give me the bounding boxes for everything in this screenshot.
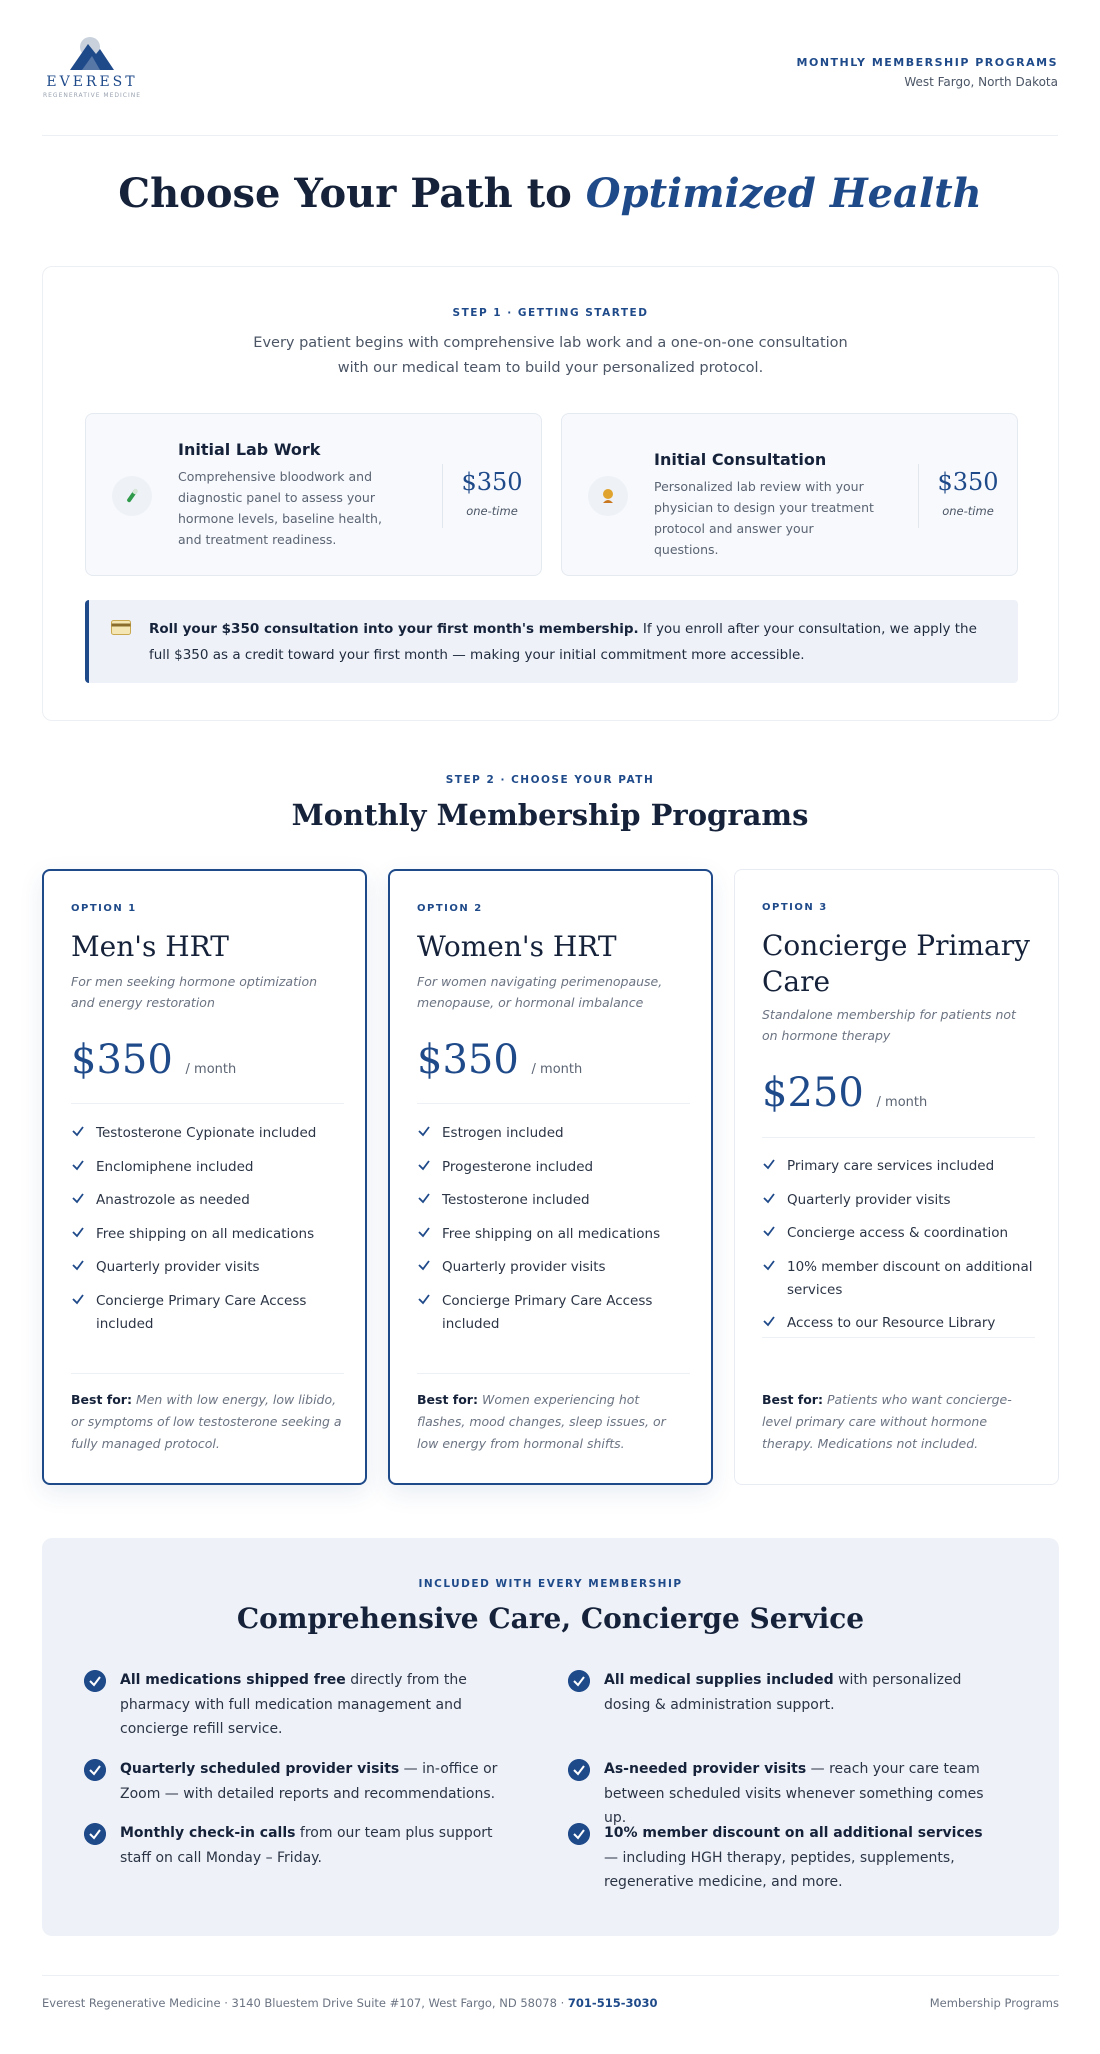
title-accent: Optimized Health [585,170,982,217]
best-for-label: Best for: [762,1392,823,1407]
check-circle-icon [84,1823,106,1845]
check-circle-icon [84,1670,106,1692]
feature-text: Concierge Primary Care Access included [442,1292,653,1332]
check-icon [417,1124,431,1138]
footer-right-label: Membership Programs [929,1996,1059,2010]
feature-text: Quarterly provider visits [96,1259,260,1275]
lab-work-note: one-time [466,504,518,518]
divider [417,1373,690,1374]
footer-separator: · [560,1996,568,2010]
check-icon [71,1124,85,1138]
divider [442,464,443,528]
lab-work-title: Initial Lab Work [178,440,321,459]
consultation-note: one-time [942,504,994,518]
included-item [568,1668,1000,1717]
header-right [797,56,1058,89]
plan-price [762,1070,927,1116]
check-icon [762,1224,776,1238]
included-item-bold: 10% member discount on all additional services [604,1825,983,1841]
step1-card [42,266,1059,721]
check-icon [417,1158,431,1172]
feature-item [762,1155,1035,1178]
feature-item [417,1290,690,1336]
mountain-logo-icon [66,36,118,72]
check-icon [71,1292,85,1306]
feature-item [71,1256,344,1279]
title-plain: Choose Your Path to [118,170,586,217]
feature-list [417,1122,690,1346]
included-item-text: from our team plus support staff on call Monday – Friday. [120,1825,493,1866]
feature-item [417,1189,690,1212]
test-tube-icon [112,476,152,516]
step1-desc-line1: Every patient begins with comprehensive lab work and a one-on-one consultation [253,335,848,351]
feature-item [762,1189,1035,1212]
consultation-title: Initial Consultation [654,450,827,469]
included-item-text: with personalized dosing & administration support. [604,1672,962,1713]
best-for-label: Best for: [71,1392,132,1407]
check-circle-icon [84,1759,106,1781]
included-item [568,1757,1000,1831]
feature-text: Primary care services included [787,1158,995,1174]
feature-text: Estrogen included [442,1125,564,1141]
feature-text: Concierge Primary Care Access included [96,1292,307,1332]
divider [762,1137,1035,1138]
check-circle-icon [568,1759,590,1781]
step1-eyebrow: STEP 1 · GETTING STARTED [452,307,649,319]
feature-item [762,1312,1035,1335]
plan-option-label: OPTION 1 [71,903,137,914]
feature-item [71,1290,344,1336]
footer-phone-link[interactable]: 701-515-3030 [567,1996,658,2010]
plan-price [71,1037,236,1083]
included-item-bold: All medical supplies included [604,1672,834,1688]
best-for [71,1389,344,1455]
feature-list [762,1155,1035,1346]
credit-bold: Roll your $350 consultation into your first month's membership. [149,621,639,637]
feature-item [417,1256,690,1279]
divider [417,1103,690,1104]
check-icon [762,1157,776,1171]
best-for-label: Best for: [417,1392,478,1407]
best-for [417,1389,690,1455]
check-circle-icon [568,1670,590,1692]
lab-work-card [85,413,542,576]
feature-item [71,1122,344,1145]
included-item-bold: Quarterly scheduled provider visits [120,1761,400,1777]
lab-work-price: $350 [461,468,523,496]
logo[interactable] [42,36,142,100]
feature-item [71,1189,344,1212]
best-for-text: Patients who want concierge-level primary care without hormone therapy. Medications not included. [762,1392,1012,1451]
price-amount: $350 [417,1037,519,1083]
footer [42,1975,1059,2010]
brand-subtitle: REGENERATIVE MEDICINE [42,92,142,99]
credit-card-icon [111,620,131,640]
feature-item [71,1223,344,1246]
price-amount: $250 [762,1070,864,1116]
feature-text: Testosterone included [442,1192,590,1208]
consultation-icon [588,476,628,516]
included-item-text: — including HGH therapy, peptides, supplements, regenerative medicine, and more. [604,1849,955,1890]
feature-item [417,1156,690,1179]
price-amount: $350 [71,1037,173,1083]
included-item [84,1757,516,1806]
plan-price [417,1037,582,1083]
best-for-text: Men with low energy, low libido, or symptoms of low testosterone seeking a fully managed protocol. [71,1392,342,1451]
price-period: / month [531,1062,583,1077]
check-icon [71,1191,85,1205]
feature-text: Free shipping on all medications [442,1225,661,1242]
feature-text: Enclomiphene included [96,1158,254,1175]
check-icon [417,1191,431,1205]
included-section [42,1538,1059,1936]
included-item-text: — reach your care team between scheduled visits whenever something comes up. [604,1761,984,1826]
divider [762,1337,1035,1338]
feature-list [71,1122,344,1346]
check-icon [762,1314,776,1328]
feature-text: Progesterone included [442,1158,594,1175]
header [42,36,1058,136]
plan-card-womens-hrt[interactable] [388,869,713,1485]
feature-item [762,1222,1035,1245]
feature-text: Access to our Resource Library [787,1315,996,1331]
step1-description [43,331,1058,381]
feature-item [71,1156,344,1179]
best-for [762,1389,1035,1455]
included-item-bold: Monthly check-in calls [120,1825,296,1841]
step2-eyebrow: STEP 2 · CHOOSE YOUR PATH [445,774,655,786]
feature-text: Quarterly provider visits [442,1259,606,1275]
plan-name: Men's HRT [71,930,229,963]
included-item-bold: As-needed provider visits [604,1761,807,1777]
check-icon [762,1258,776,1272]
plan-description: Standalone membership for patients not on hormone therapy [762,1007,1016,1043]
plan-description: For men seeking hormone optimization and energy restoration [71,974,318,1010]
brand-name: EVEREST [46,74,138,90]
step2-title: Monthly Membership Programs [291,798,809,832]
included-item-bold: All medications shipped free [120,1672,346,1688]
plan-option-label: OPTION 3 [762,902,828,913]
included-item [568,1821,1000,1895]
price-period: / month [876,1095,928,1110]
plan-name: Concierge Primary Care [762,929,1030,998]
included-item [84,1821,516,1870]
check-icon [417,1258,431,1272]
included-eyebrow: INCLUDED WITH EVERY MEMBERSHIP [418,1578,683,1590]
footer-address: 3140 Bluestem Drive Suite #107, West Fargo, ND 58078 [231,1996,557,2010]
divider [71,1373,344,1374]
feature-text: Concierge access & coordination [787,1225,1009,1241]
included-title: Comprehensive Care, Concierge Service [236,1602,865,1635]
page-title [0,170,1100,217]
consultation-card [561,413,1018,576]
feature-text: Free shipping on all medications [96,1225,315,1242]
feature-item [417,1223,690,1246]
divider [71,1103,344,1104]
plan-card-concierge-primary-care[interactable] [734,869,1059,1485]
plan-name: Women's HRT [417,930,617,963]
feature-text: Anastrozole as needed [96,1192,250,1208]
lab-work-text: Comprehensive bloodwork and diagnostic panel to assess your hormone levels, baseline health, and treatment readiness. [178,469,382,547]
check-icon [417,1225,431,1239]
plan-card-mens-hrt[interactable] [42,869,367,1485]
consultation-text: Personalized lab review with your physician to design your treatment protocol and answer your questions. [654,479,874,557]
feature-text: Quarterly provider visits [787,1191,951,1208]
feature-text: Testosterone Cypionate included [96,1125,317,1141]
divider [918,464,919,528]
header-location: West Fargo, North Dakota [904,75,1058,89]
best-for-text: Women experiencing hot flashes, mood changes, sleep issues, or low energy from hormonal shifts. [417,1392,666,1451]
check-icon [417,1292,431,1306]
header-eyebrow: MONTHLY MEMBERSHIP PROGRAMS [796,56,1058,69]
credit-body: If you enroll after your consultation, we apply the full $350 as a credit toward your first month — making your initial commitment more accessible. [149,621,977,663]
check-icon [762,1191,776,1205]
included-item-text: directly from the pharmacy with full medication management and concierge refill service. [120,1672,467,1737]
check-icon [71,1225,85,1239]
consultation-price: $350 [937,468,999,496]
footer-separator: · [224,1996,232,2010]
credit-callout [85,600,1018,683]
check-icon [71,1158,85,1172]
feature-text: 10% member discount on additional services [787,1258,1033,1298]
credit-text [149,616,999,668]
plan-option-label: OPTION 2 [417,903,483,914]
plan-description: For women navigating perimenopause, menopause, or hormonal imbalance [417,974,663,1010]
included-item-text: — in-office or Zoom — with detailed reports and recommendations. [120,1761,498,1802]
step1-desc-line2: with our medical team to build your personalized protocol. [337,360,764,376]
check-circle-icon [568,1823,590,1845]
included-item [84,1668,516,1742]
footer-name: Everest Regenerative Medicine [42,1996,221,2010]
check-icon [71,1258,85,1272]
feature-item [762,1256,1035,1302]
price-period: / month [185,1062,237,1077]
feature-item [417,1122,690,1145]
